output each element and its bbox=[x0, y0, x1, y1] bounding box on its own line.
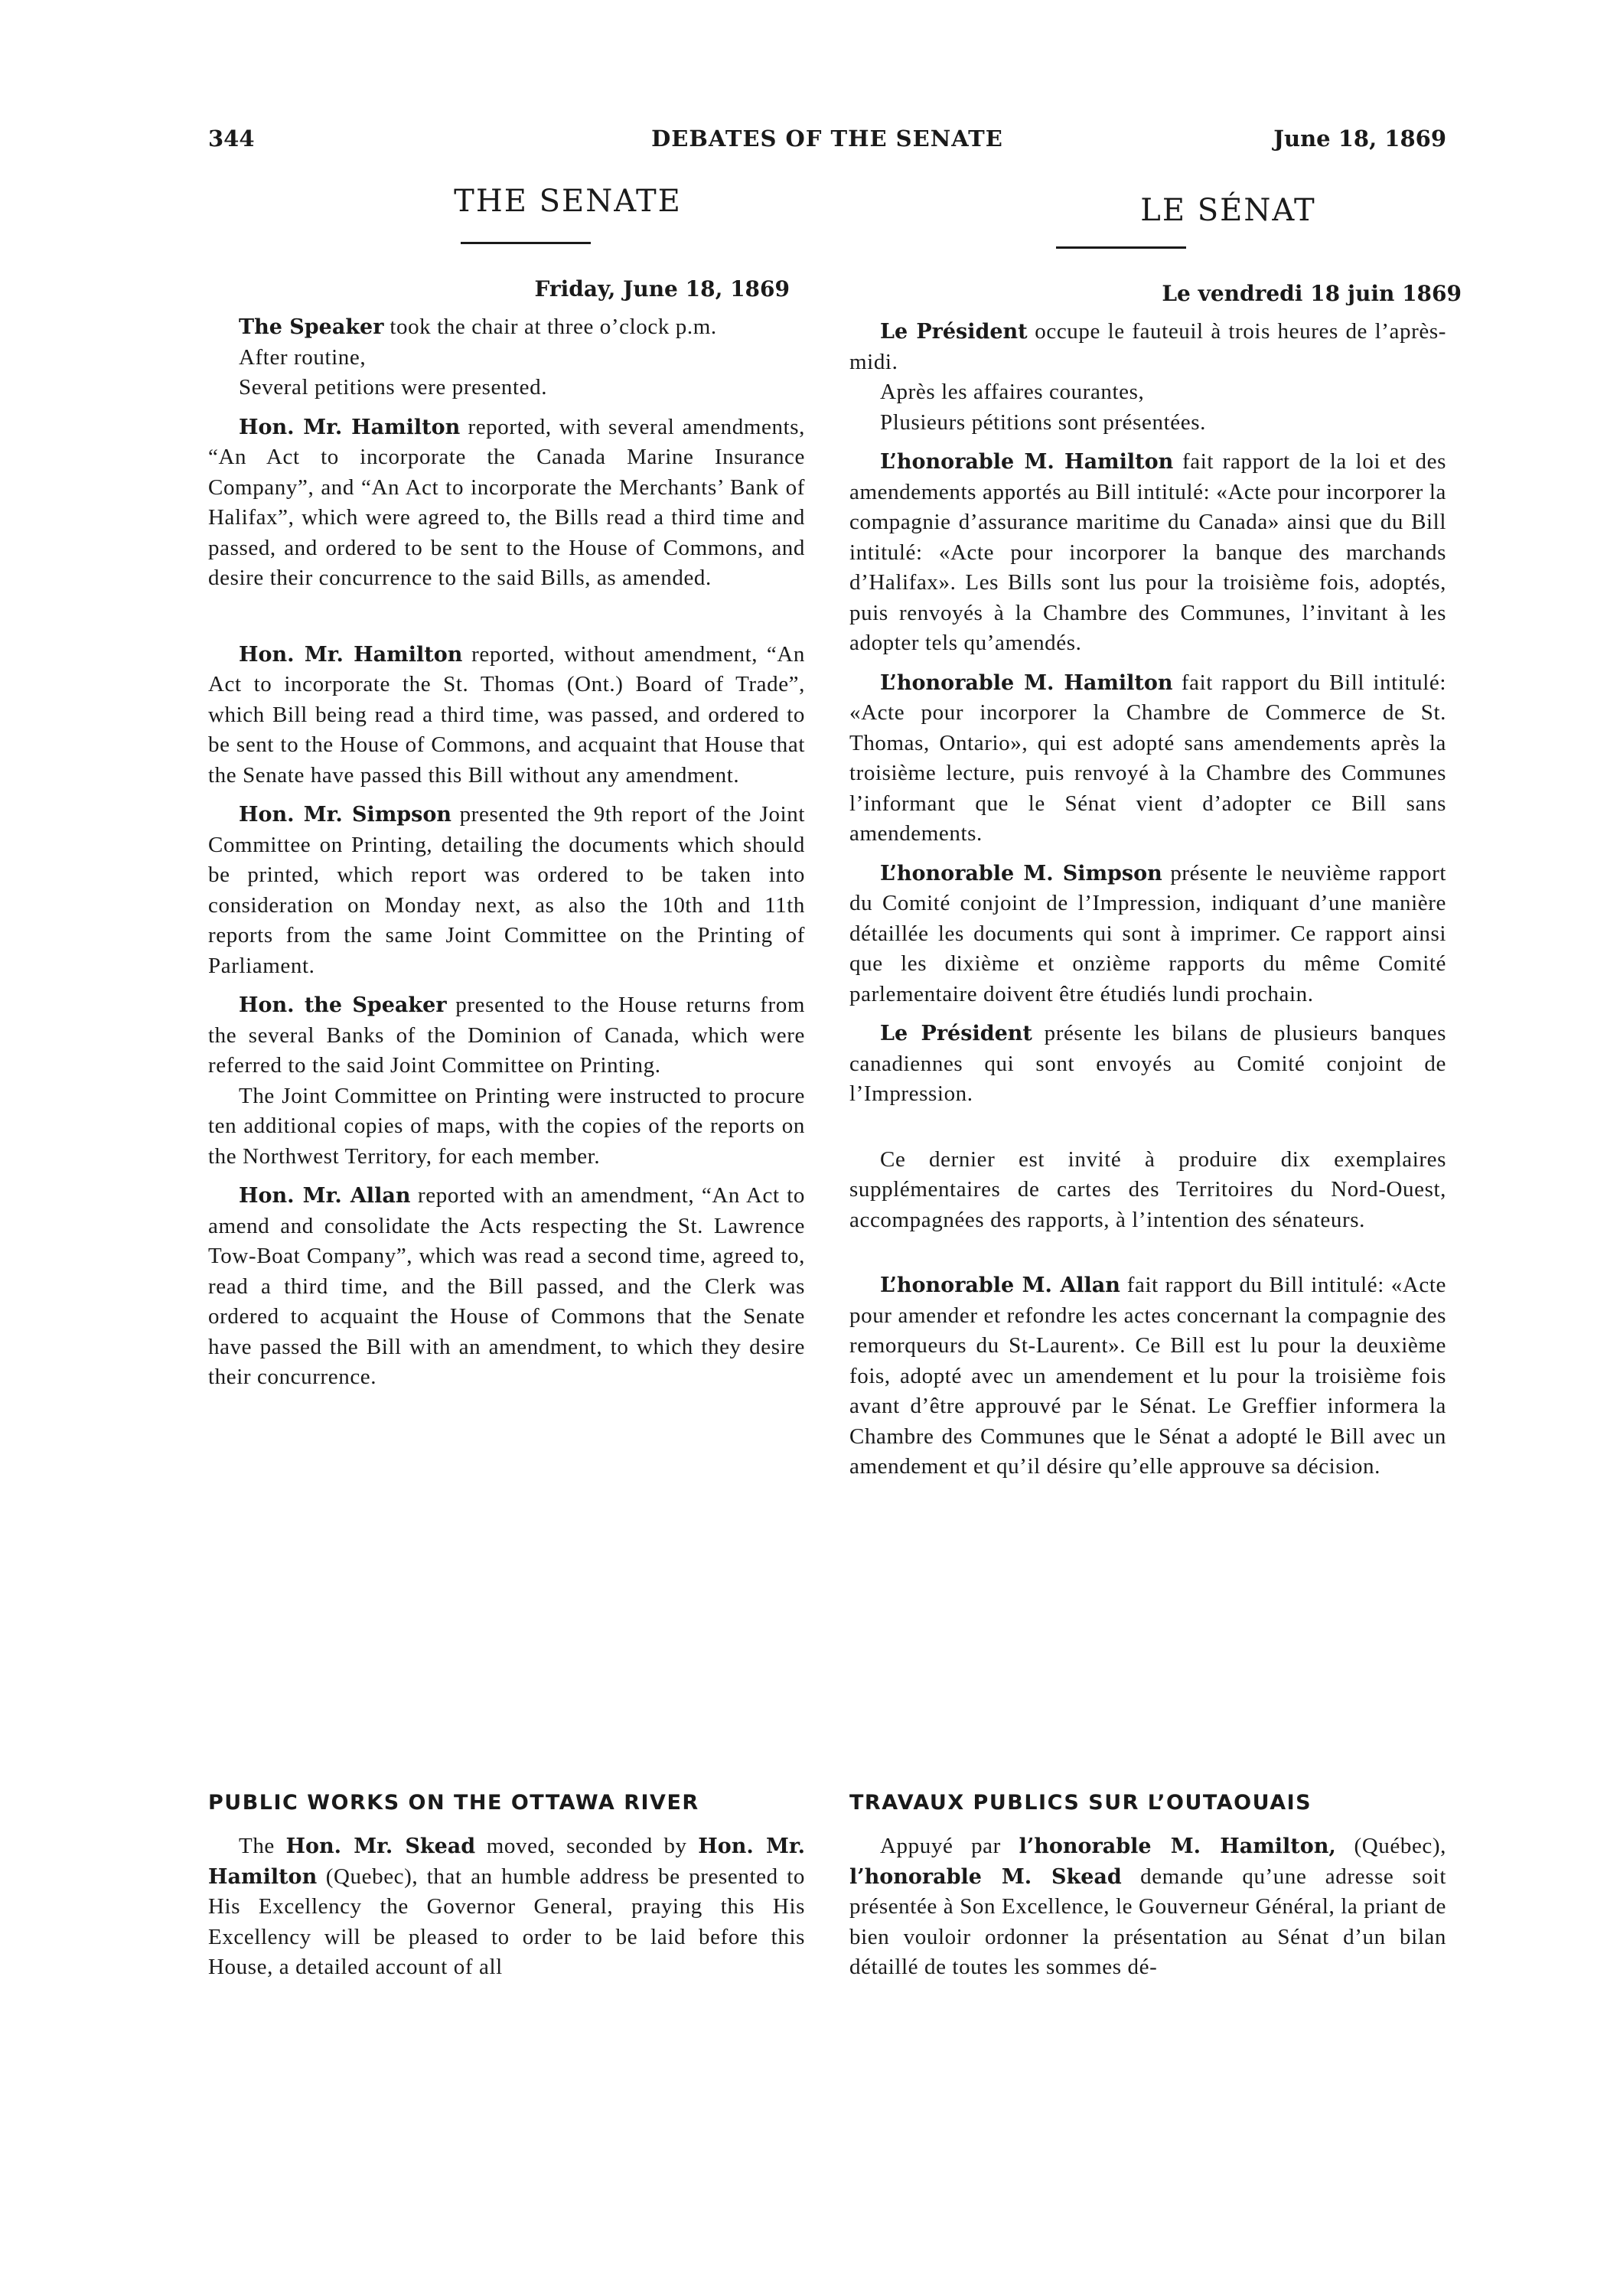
english-paragraph: The Speaker took the chair at three o’clock p.m. bbox=[239, 315, 717, 339]
english-paragraph: Hon. the Speaker presented to the House returns from the several Banks of the Dominion of Canada, which were referred to the said Joint Committee on Printing. bbox=[208, 993, 805, 1078]
english-column bbox=[208, 184, 805, 1393]
speaker-name: Hon. Mr. Hamilton bbox=[239, 642, 463, 667]
french-section bbox=[849, 1791, 1446, 1983]
header-date: June 18, 1869 bbox=[1273, 126, 1446, 152]
french-paragraph: Appuyé par l’honorable M. Hamilton, (Québec), l’honorable M. Skead demande qu’une adresse soit présentée à Son Excellence, le Gouverneur Général, la priant de bien vouloir ordonner la présentation au Sénat d’un bilan détaillé de toutes les sommes dé- bbox=[849, 1834, 1447, 1979]
french-paragraph: L’honorable M. Hamilton fait rapport de la loi et des amendements apportés au Bill intitulé: «Acte pour incorporer la compagnie d’assurance maritime du Canada» ainsi que du Bill intitulé: «Acte pour incorporer la banque des marchands d’Halifax». Les Bills sont lus pour la troisième fois, adoptés, puis renvoyés à la Chambre des Communes, l’invitant à les adopter tels qu’amendés. bbox=[849, 449, 1447, 655]
french-date-line: Le vendredi 18 juin 1869 bbox=[1162, 281, 1462, 306]
speaker-name: Hon. the Speaker bbox=[239, 993, 447, 1017]
french-paragraph: Ce dernier est invité à produire dix exemplaires supplémentaires de cartes des Territoires du Nord-Ouest, accompagnées des rapports, à l’intention des sénateurs. bbox=[849, 1146, 1446, 1232]
speaker-name: L’honorable M. Simpson bbox=[880, 861, 1162, 885]
english-paragraph: Hon. Mr. Hamilton reported, without amendment, “An Act to incorporate the St. Thomas (Ont.) Board of Trade”, which Bill being read a third time, was passed, and ordered to be sent to the House of Commons, and acquaint that House that the Senate have passed this Bill without any amendment. bbox=[208, 641, 805, 788]
english-paragraph: The Joint Committee on Printing were instructed to procure ten additional copies of maps, with the copies of the reports on the Northwest Territory, for each member. bbox=[208, 1083, 805, 1169]
french-title: LE SÉNAT bbox=[1140, 193, 1316, 228]
french-title-rule bbox=[1056, 246, 1186, 249]
speaker-name: l’honorable M. Hamilton, bbox=[1019, 1835, 1336, 1858]
page-number: 344 bbox=[208, 126, 255, 152]
french-paragraph: L’honorable M. Simpson présente le neuvième rapport du Comité conjoint de l’Impression, indiquant d’une manière détaillée les documents qui sont à imprimer. Ce rapport ainsi que les dixième et onzième rapports du même Comité parlementaire doivent être étudiés lundi prochain. bbox=[849, 860, 1446, 1006]
french-paragraph: Le Président occupe le fauteuil à trois heures de l’après-midi. bbox=[849, 319, 1446, 374]
speaker-name: L’honorable M. Allan bbox=[880, 1274, 1120, 1297]
english-paragraph: Hon. Mr. Allan reported with an amendment, “An Act to amend and consolidate the Acts respecting the St. Lawrence Tow-Boat Company”, which was read a second time, agreed to, read a third time, and the Bill passed, and the Clerk was ordered to acquaint the House of Commons that the Senate have passed the Bill with an amendment, to which they desire their concurrence. bbox=[208, 1183, 805, 1389]
english-paragraph: The Hon. Mr. Skead moved, seconded by Hon. Mr. Hamilton (Quebec), that an humble address be presented to His Excellency the Governor General, praying this His Excellency will be pleased to order to be laid before this House, a detailed account of all bbox=[208, 1834, 806, 1979]
english-paragraph: Hon. Mr. Simpson presented the 9th report of the Joint Committee on Printing, detailing the documents which should be printed, which report was ordered to be taken into consideration on Monday next, as also the 10th and 11th reports from the same Joint Committee on the Printing of Parliament. bbox=[208, 802, 805, 978]
speaker-name: Hon. Mr. Skead bbox=[285, 1835, 476, 1858]
french-column bbox=[849, 184, 1462, 1482]
english-paragraph: Hon. Mr. Hamilton reported, with several amendments, “An Act to incorporate the Canada Marine Insurance Company”, and “An Act to incorporate the Merchants’ Bank of Halifax”, which were agreed to, the Bills read a third time and passed, and ordered to be sent to the House of Commons, and desire their concurrence to the said Bills, as amended. bbox=[208, 414, 805, 590]
english-paragraph: Several petitions were presented. bbox=[239, 375, 548, 400]
speaker-name: Le Président bbox=[880, 1022, 1032, 1045]
english-section bbox=[208, 1791, 805, 1983]
speaker-name: Hon. Mr. Simpson bbox=[239, 803, 452, 827]
speaker-name: Hon. Mr. Hamilton bbox=[208, 1835, 806, 1889]
french-paragraph: Plusieurs pétitions sont présentées. bbox=[880, 409, 1206, 435]
english-title-rule bbox=[461, 242, 591, 244]
english-date-line: Friday, June 18, 1869 bbox=[534, 276, 790, 302]
english-title: THE SENATE bbox=[454, 184, 682, 219]
speaker-name: L’honorable M. Hamilton bbox=[880, 670, 1173, 695]
french-paragraph: L’honorable M. Hamilton fait rapport du Bill intitulé: «Acte pour incorporer la Chambre de Commerce de St. Thomas, Ontario», qui est adopté sans amendements après la troisième lecture, puis renvoyé à la Chambre des Communes l’informant que le Sénat vient d’adopter ce Bill sans amendements. bbox=[849, 670, 1446, 846]
speaker-name: Hon. Mr. Hamilton bbox=[239, 415, 461, 439]
english-paragraph: After routine, bbox=[239, 344, 367, 370]
french-paragraph: Après les affaires courantes, bbox=[880, 380, 1145, 404]
speaker-name: Le Président bbox=[880, 320, 1028, 344]
speaker-name: The Speaker bbox=[239, 315, 384, 339]
french-section-heading: TRAVAUX PUBLICS SUR L’OUTAOUAIS bbox=[849, 1791, 1312, 1815]
speaker-name: Hon. Mr. Allan bbox=[239, 1184, 411, 1208]
speaker-name: L’honorable M. Hamilton bbox=[880, 450, 1174, 474]
french-paragraph: Le Président présente les bilans de plusieurs banques canadiennes qui sont envoyés au Comité conjoint de l’Impression. bbox=[849, 1021, 1446, 1106]
french-paragraph: L’honorable M. Allan fait rapport du Bill intitulé: «Acte pour amender et refondre les actes concernant la compagnie des remorqueurs du St-Laurent». Ce Bill est lu pour la deuxième fois, adopté avec un amendement et lu pour la troisième fois avant d’être approuvé par le Sénat. Le Greffier informera la Chambre des Communes que le Sénat a adopté le Bill avec un amendement et qu’il désire qu’elle approuve sa décision. bbox=[849, 1273, 1446, 1479]
speaker-name: l’honorable M. Skead bbox=[849, 1864, 1122, 1889]
publication-title: DEBATES OF THE SENATE bbox=[651, 126, 1003, 152]
english-section-heading: PUBLIC WORKS ON THE OTTAWA RIVER bbox=[208, 1791, 699, 1815]
running-header bbox=[208, 126, 1446, 156]
